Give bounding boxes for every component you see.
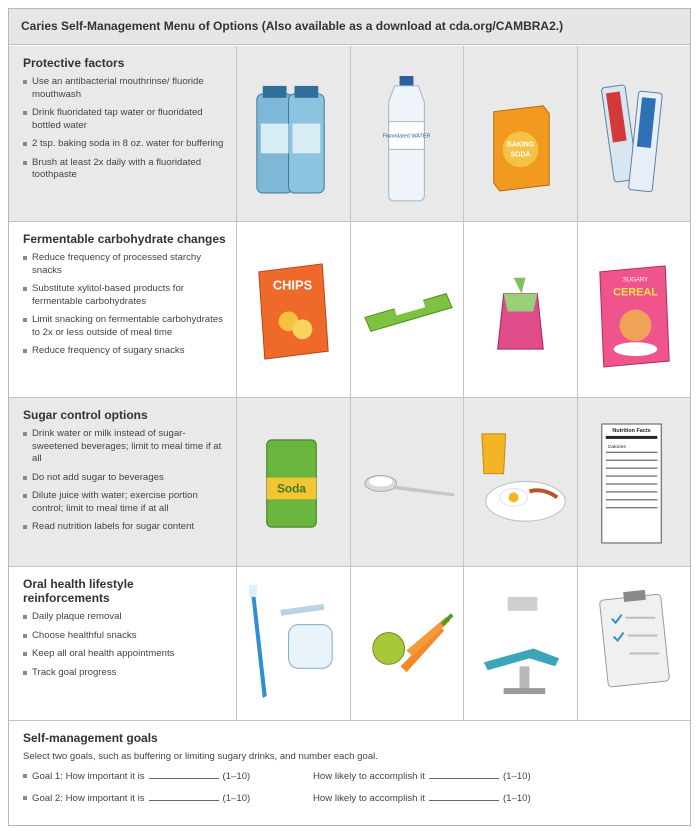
spoon-of-sugar-icon	[350, 398, 463, 566]
list-item: Use an antibacterial mouthrinse/ fluoride mouthwash	[23, 76, 226, 101]
cereal-label-top: SUGARY	[623, 277, 648, 284]
nutrition-label-title: Nutrition Facts	[612, 427, 651, 434]
goal-2-line: Goal 2: How important it is (1–10) How likely to accomplish it (1–10)	[23, 792, 676, 806]
list-item: Substitute xylitol-based products for fermentable carbohydrates	[23, 283, 226, 308]
breakfast-plate-juice-icon	[463, 398, 577, 566]
dental-chair-icon	[463, 567, 577, 720]
list-item: Brush at least 2x daily with a fluoridated toothpaste	[23, 157, 226, 182]
list-item: Track goal progress	[23, 667, 226, 680]
soda-can-label: Soda	[276, 481, 307, 496]
list-item: 2 tsp. baking soda in 8 oz. water for buffering	[23, 138, 226, 151]
section-title: Self-management goals	[23, 731, 158, 745]
baking-soda-box-icon	[463, 46, 577, 221]
wrapped-candy-icon	[463, 222, 577, 397]
xylitol-gum-pack-icon	[350, 222, 463, 397]
goal-1-line: Goal 1: How important it is (1–10) How likely to accomplish it (1–10)	[23, 770, 676, 784]
list-item: Reduce frequency of sugary snacks	[23, 345, 226, 358]
row-sugar-control	[9, 398, 690, 567]
goal-2-importance-blank[interactable]	[149, 792, 219, 801]
water-label: Fluoridated WATER	[382, 133, 431, 140]
section-title: Sugar control options	[23, 408, 148, 422]
list-item: Reduce frequency of processed starchy snacks	[23, 252, 226, 277]
chips-label: CHIPS	[272, 277, 313, 293]
list-item: Choose healthful snacks	[23, 630, 226, 643]
cereal-label-bottom: CEREAL	[613, 286, 658, 299]
nutrition-facts-label-icon	[577, 398, 690, 566]
apple-carrots-icon	[350, 567, 463, 720]
goal-1-likelihood-blank[interactable]	[429, 770, 499, 779]
page-title: Caries Self-Management Menu of Options (Also available as a download at cda.org/CAMBRA2.)	[9, 9, 690, 45]
water-bottle-icon	[350, 46, 463, 221]
soda-label-top: BAKING	[506, 141, 535, 149]
list-item: Keep all oral health appointments	[23, 648, 226, 661]
list-item: Drink water or milk instead of sugar-sweetened beverages; limit to meal time if at all	[23, 428, 226, 466]
list-item: Dilute juice with water; exercise portion control; limit to meal time if at all	[23, 490, 226, 515]
caries-menu-sheet	[8, 8, 691, 826]
goal-2-likelihood-blank[interactable]	[429, 792, 499, 801]
goals-description: Select two goals, such as buffering or limiting sugary drinks, and number each goal.	[23, 751, 378, 762]
list-item: Daily plaque removal	[23, 611, 226, 624]
list-item: Drink fluoridated tap water or fluoridated bottled water	[23, 107, 226, 132]
calories-label: Calories	[607, 444, 626, 450]
soda-can-icon	[236, 398, 350, 566]
sugary-cereal-box-icon	[577, 222, 690, 397]
row-oral-health-lifestyle	[9, 567, 690, 721]
toothpaste-tubes-icon	[577, 46, 690, 221]
toothbrush-floss-icon	[236, 567, 350, 720]
row-fermentable-carbohydrates	[9, 222, 690, 398]
mouthwash-bottles-icon	[236, 46, 350, 221]
section-title: Oral health lifestyle reinforcements	[23, 577, 134, 605]
self-management-goals	[9, 721, 690, 825]
soda-label-bottom: SODA	[510, 151, 531, 159]
row-protective-factors	[9, 46, 690, 222]
clipboard-checklist-icon	[577, 567, 690, 720]
list-item: Do not add sugar to beverages	[23, 472, 226, 485]
section-title: Fermentable carbohydrate changes	[23, 232, 226, 246]
goal-1-importance-blank[interactable]	[149, 770, 219, 779]
chips-bag-icon	[236, 222, 350, 397]
section-title: Protective factors	[23, 56, 125, 70]
list-item: Limit snacking on fermentable carbohydrates to 2x or less outside of meal time	[23, 314, 226, 339]
list-item: Read nutrition labels for sugar content	[23, 521, 226, 534]
